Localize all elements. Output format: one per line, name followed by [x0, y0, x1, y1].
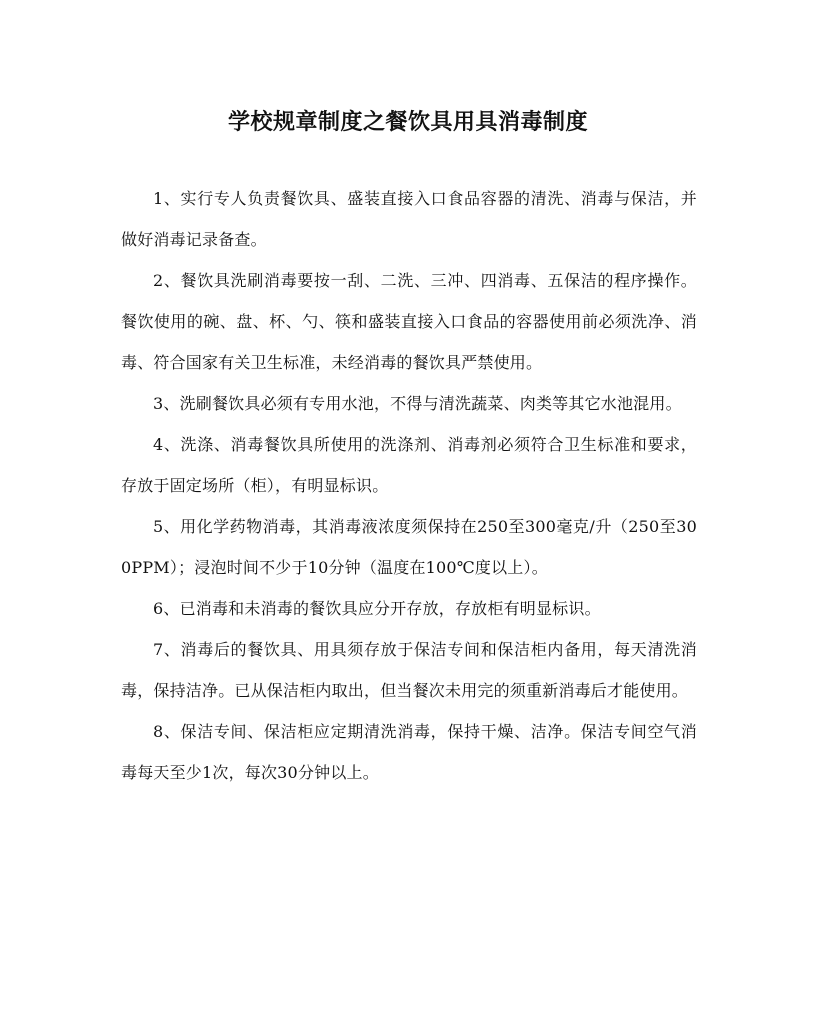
- document-body: [121, 178, 697, 793]
- paragraph-8: 8、保洁专间、保洁柜应定期清洗消毒，保持干燥、洁净。保洁专间空气消毒每天至少1次，每次30分钟以上。: [121, 722, 697, 782]
- paragraph-1: 1、实行专人负责餐饮具、盛装直接入口食品容器的清洗、消毒与保洁，并做好消毒记录备查。: [121, 189, 697, 249]
- paragraph-7: 7、消毒后的餐饮具、用具须存放于保洁专间和保洁柜内备用，每天清洗消毒，保持洁净。已从保洁柜内取出，但当餐次未用完的须重新消毒后才能使用。: [121, 640, 697, 700]
- paragraph-4: 4、洗涤、消毒餐饮具所使用的洗涤剂、消毒剂必须符合卫生标准和要求，存放于固定场所（柜），有明显标识。: [121, 435, 697, 495]
- document-title: 学校规章制度之餐饮具用具消毒制度: [227, 109, 588, 135]
- paragraph-5: 5、用化学药物消毒，其消毒液浓度须保持在250至300毫克/升（250至300PPM）；浸泡时间不少于10分钟（温度在100℃度以上）。: [121, 517, 697, 577]
- paragraph-6: 6、已消毒和未消毒的餐饮具应分开存放，存放柜有明显标识。: [153, 599, 601, 618]
- paragraph-2: 2、餐饮具洗刷消毒要按一刮、二洗、三冲、四消毒、五保洁的程序操作。餐饮使用的碗、盘、杯、勺、筷和盛装直接入口食品的容器使用前必须洗净、消毒、符合国家有关卫生标准，未经消毒的餐饮具严禁使用。: [121, 271, 697, 372]
- paragraph-3: 3、洗刷餐饮具必须有专用水池，不得与清洗蔬菜、肉类等其它水池混用。: [153, 394, 682, 413]
